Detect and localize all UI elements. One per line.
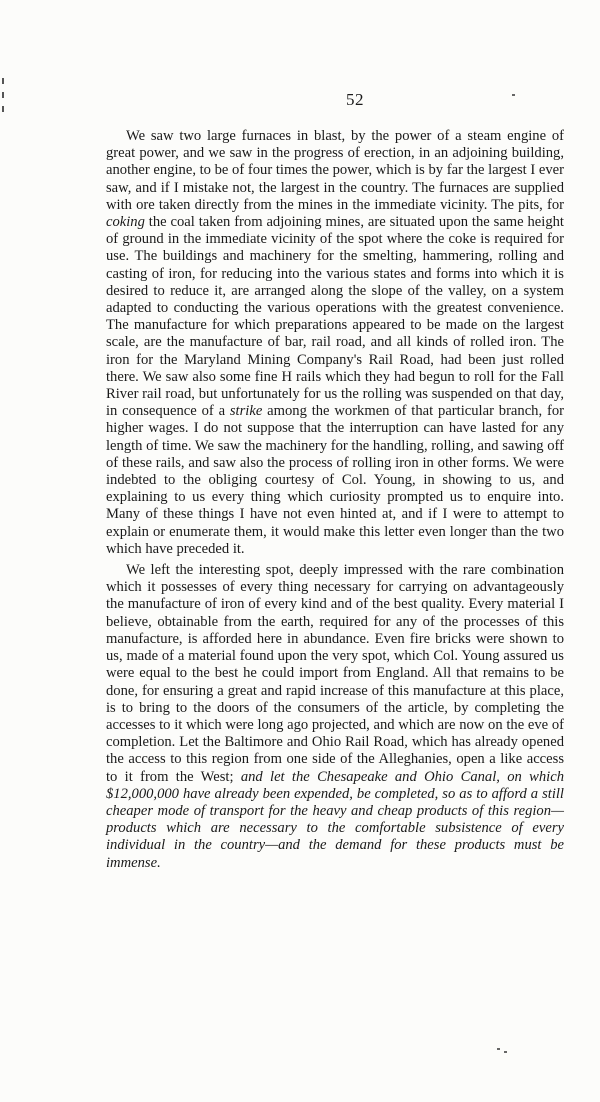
italic-text-run: and let the Chesapeake and Ohio Canal, on which $12,000,000 have already been expended, be completed, so as to afford a still cheaper mode of transport for the heavy and cheap products of this region—products which are necessary to the comfortable subsistence of every individual in the country—and the demand for these products must be immense. [106,768,564,871]
print-speck [497,1048,500,1050]
paragraph [106,562,564,872]
margin-mark [2,78,4,84]
print-speck [504,1051,507,1053]
body-text [106,128,564,872]
page-number: 52 [346,90,364,109]
italic-text-run: coking [106,214,145,231]
text-run: among the workmen of that particular branch, for higher wages. I do not suppose that the interruption can have lasted for any length of time. We saw the machinery for the handling, rolling, and sawing off of these rails, and saw also the process of rolling iron in other forms. We were indebted to the obliging courtesy of Col. Young, in showing to us, and explaining to us every thing which curiosity prompted us to enquire into. Many of these things I have not even hinted at, and if I were to attempt to explain or enumerate them, it would make this letter even longer than the two which have preceded it. [106,403,564,557]
italic-text-run: strike [229,403,263,420]
text-run: We saw two large furnaces in blast, by the power of a steam engine of great power, and we saw in the progress of erection, in an adjoining building, another engine, to be of four times the power, which is by far the largest I ever saw, and if I mistake not, the largest in the country. The furnaces are supplied with ore taken directly from the mines in the immediate vicinity. The pits, for [106,128,564,213]
paragraph [106,128,564,558]
text-run: We left the interesting spot, deeply impressed with the rare combination which it possesses of every thing necessary for carrying on advantageously the manufacture of iron of every kind and of the best quality. Every material I believe, obtainable from the earth, required for any of the processes of this manufacture, is afforded here in abundance. Even fire bricks were shown to us, made of a material found upon the very spot, which Col. Young assured us were equal to the best he could import from England. All that remains to be done, for ensuring a great and rapid increase of this manufacture at this place, is to bring to the doors of the consumers of the article, by completing the accesses to it which were long ago projected, and which are now on the eve of completion. Let the Baltimore and Ohio Rail Road, which has already opened the access to this region from one side of the Alleghanies, open a like access to it from the West; [106,562,564,785]
text-run: the coal taken from adjoining mines, are situated upon the same height of ground in the immediate vicinity of the spot where the coke is required for use. The buildings and machinery for the smelting, hammering, rolling and casting of iron, for reducing into the various states and forms into which it is desired to reduce it, are arranged along the slope of the valley, on a system adapted to conducting the various operations with the greatest convenience. The manufacture for which preparations appeared to be made on the largest scale, are the manufacture of bar, rail road, and all kinds of rolled iron. The iron for the Maryland Mining Company's Rail Road, had been just rolled there. We saw also some fine H rails which they had begun to roll for the Fall River rail road, but unfortunately for us the rolling was suspended on that day, in consequence of a [106,214,564,420]
